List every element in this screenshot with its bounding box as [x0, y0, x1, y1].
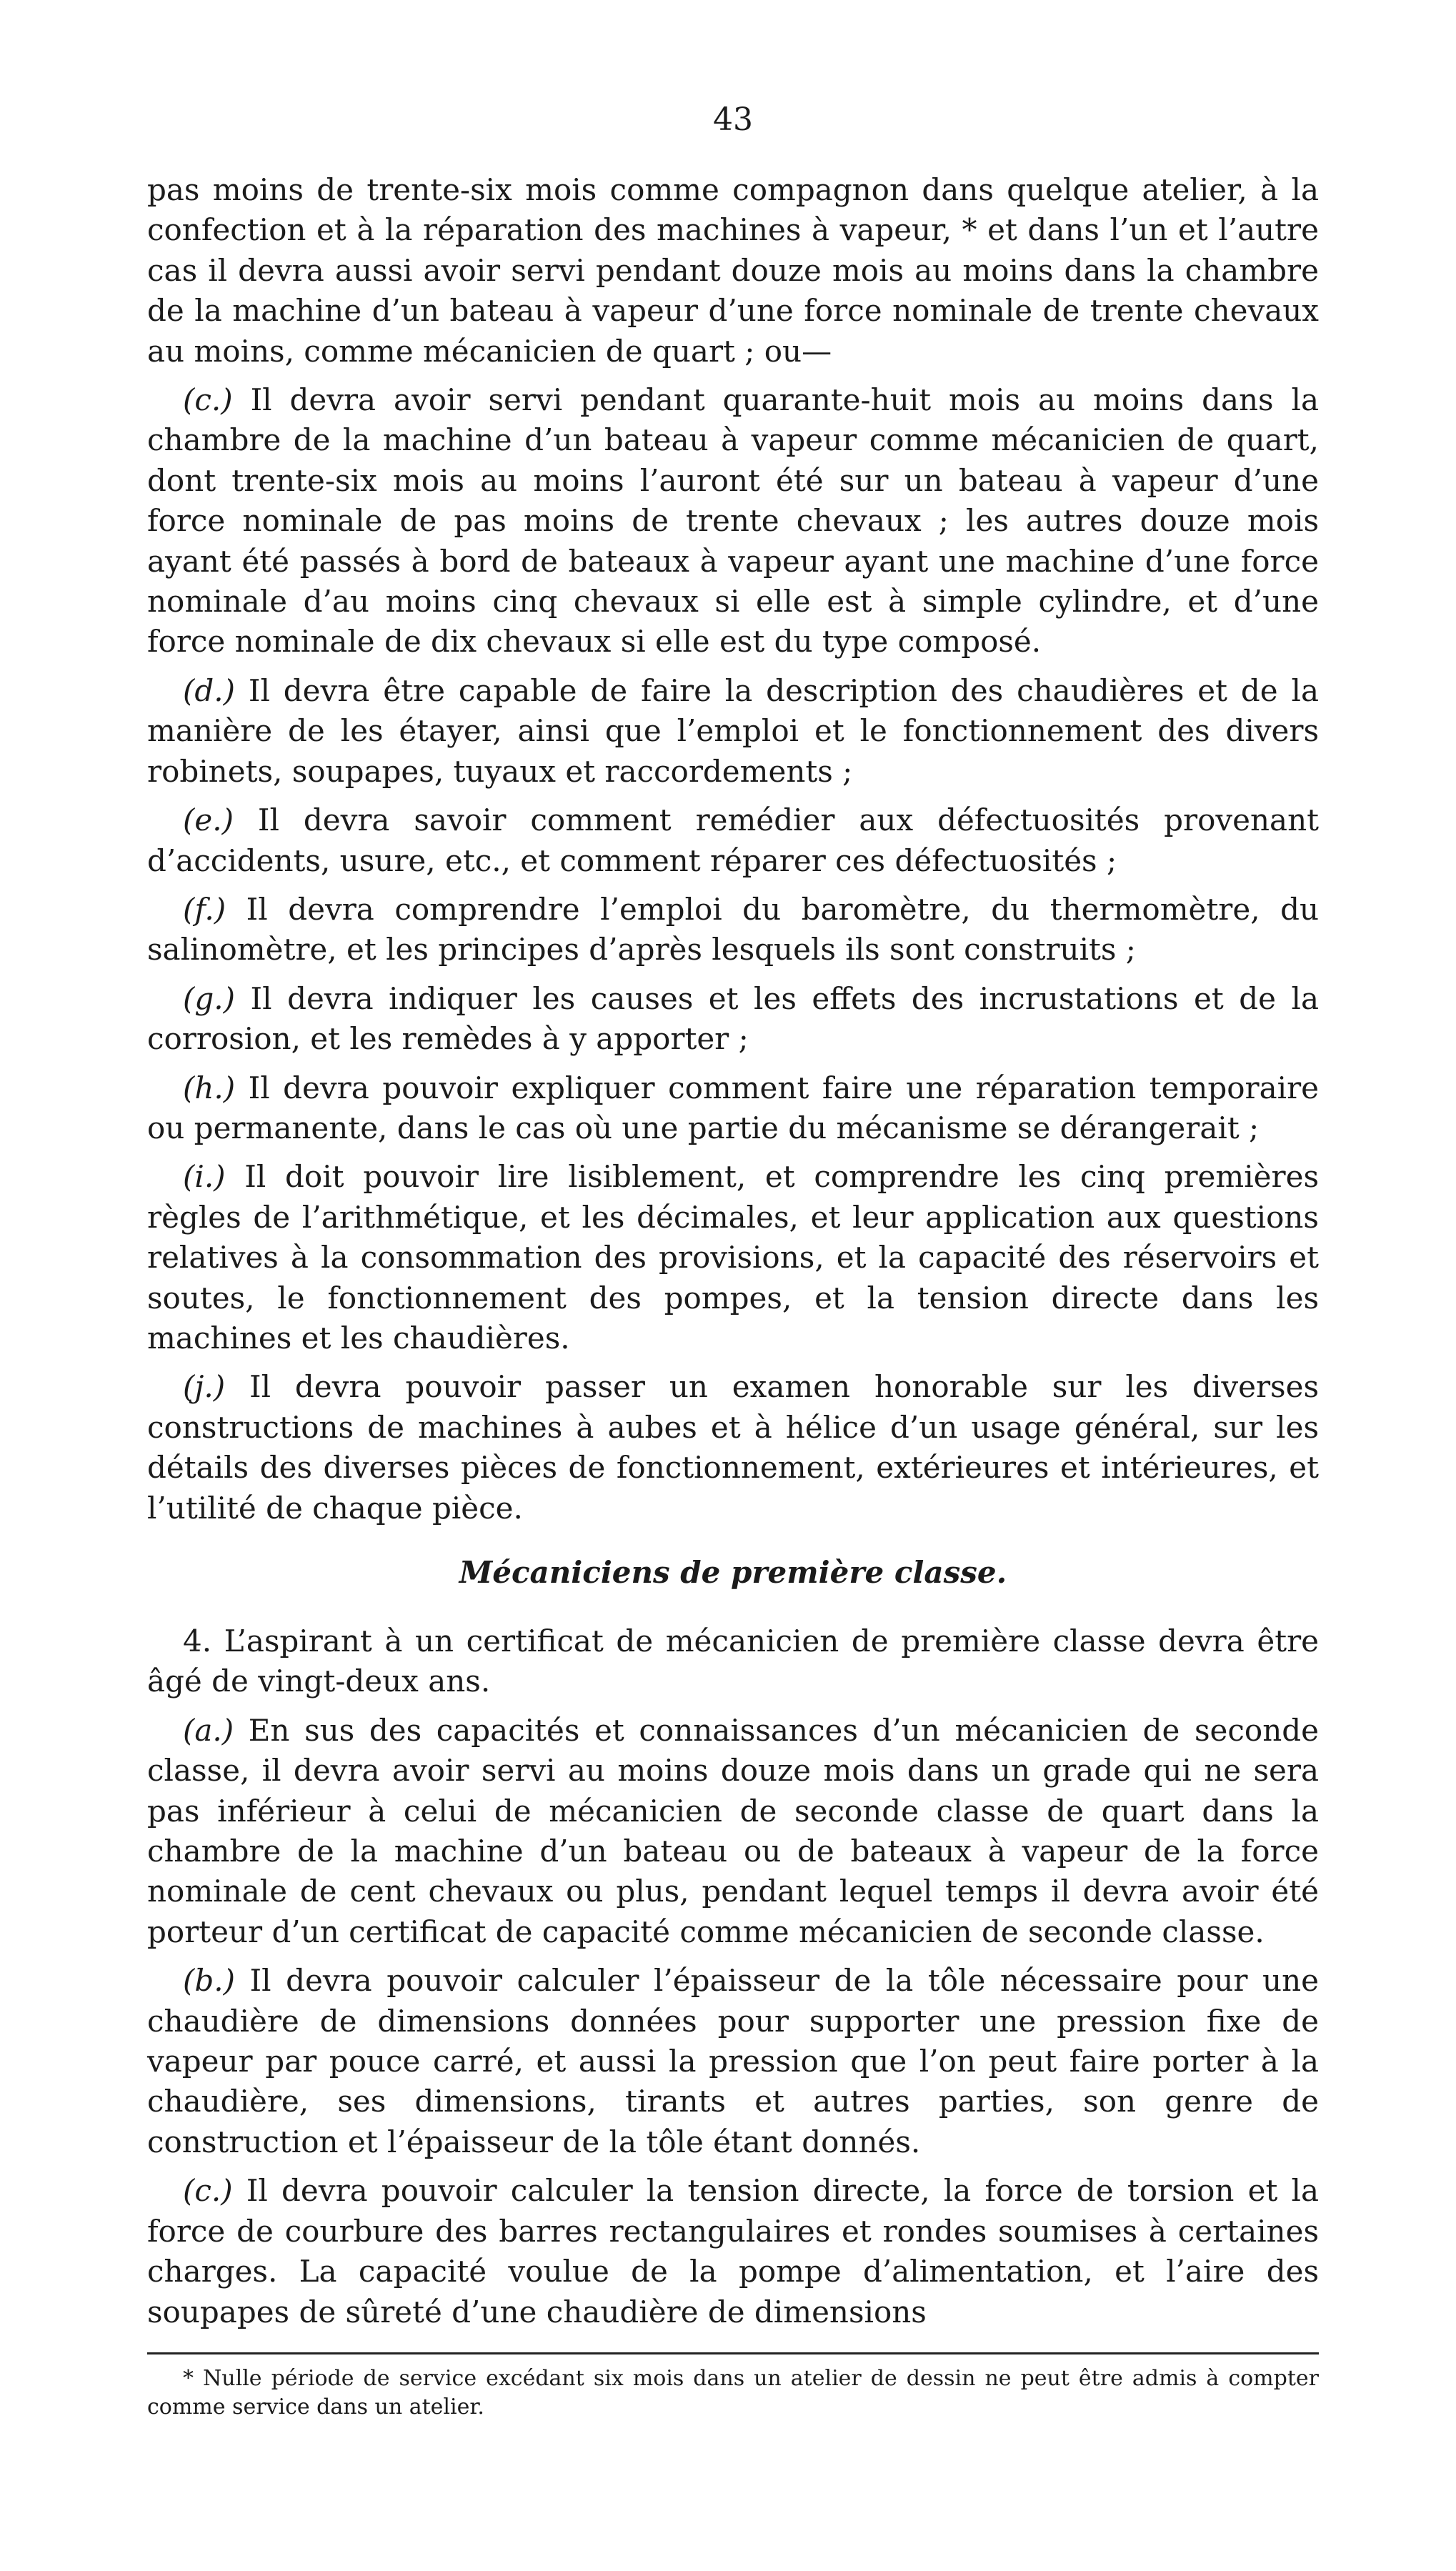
paragraph-i	[147, 1157, 1319, 1358]
paragraph-g	[147, 979, 1319, 1060]
paragraph-marker: (a.)	[183, 1712, 234, 1748]
paragraph-a	[147, 1711, 1319, 1952]
paragraph-h	[147, 1068, 1319, 1149]
paragraph-text: Il devra pouvoir calculer l’épaisseur de la tôle nécessaire pour une chaudière de dimensions données pour supporter une pression fixe de vapeur par pouce carré, et aussi la pression que l’on peut faire porter à la chaudière, ses dimensions, tirants et autres parties, son genre de construction et l’épaisseur de la tôle étant donnés.	[147, 1963, 1319, 2159]
paragraph-d	[147, 671, 1319, 792]
footnote-divider	[147, 2352, 1319, 2354]
paragraph-text: Il devra pouvoir calculer la tension directe, la force de torsion et la force de courbure des barres rectangulaires et rondes soumises à certaines charges. La capacité voulue de la pompe d’alimentation, et l’aire des soupapes de sûreté d’une chaudière de dimensions	[147, 2173, 1319, 2329]
paragraph-marker: (c.)	[183, 2173, 233, 2209]
paragraph-marker: (j.)	[183, 1369, 226, 1405]
paragraph-text: Il devra savoir comment remédier aux défectuosités provenant d’accidents, usure, etc., et comment réparer ces défectuosités ;	[147, 802, 1319, 878]
paragraph-text: Il devra indiquer les causes et les effets des incrustations et de la corrosion, et les remèdes à y apporter ;	[147, 980, 1319, 1057]
document-page	[147, 100, 1319, 2422]
section-heading: Mécaniciens de première classe.	[459, 1555, 1007, 1590]
paragraph-c-second	[147, 2171, 1319, 2332]
paragraph-marker: (c.)	[183, 382, 233, 418]
paragraph-f	[147, 890, 1319, 970]
paragraph-continuation	[147, 170, 1319, 372]
paragraph-text: Il devra être capable de faire la description des chaudières et de la manière de les étayer, ainsi que l’emploi et le fonctionnement des divers robinets, soupapes, tuyaux et raccordements ;	[147, 672, 1319, 789]
paragraph-text: Il devra avoir servi pendant quarante-huit mois au moins dans la chambre de la machine d’un bateau à vapeur comme mécanicien de quart, dont trente-six mois au moins l’auront été sur un bateau à vapeur d’une force nominale de pas moins de trente chevaux ; les autres douze mois ayant été passés à bord de bateaux à vapeur ayant une machine d’une force nominale d’au moins cinq chevaux si elle est à simple cylindre, et d’une force nominale de dix chevaux si elle est du type composé.	[147, 382, 1319, 660]
paragraph-c	[147, 380, 1319, 662]
paragraph-text: En sus des capacités et connaissances d’un mécanicien de seconde classe, il devra avoir servi au moins douze mois dans un grade qui ne sera pas inférieur à celui de mécanicien de seconde classe de quart dans la chambre de la machine d’un bateau ou de bateaux à vapeur de la force nominale de cent chevaux ou plus, pendant lequel temps il devra avoir été porteur d’un certificat de capacité comme mécanicien de seconde classe.	[147, 1712, 1319, 1949]
paragraph-4	[147, 1621, 1319, 1702]
paragraph-e	[147, 800, 1319, 881]
body-text-bottom	[147, 1621, 1319, 2332]
paragraph-marker: (i.)	[183, 1159, 226, 1195]
paragraph-text: Il devra pouvoir expliquer comment faire une réparation temporaire ou permanente, dans le cas où une partie du mécanisme se dérangerait ;	[147, 1070, 1319, 1145]
body-text-top	[147, 170, 1319, 1528]
paragraph-j	[147, 1367, 1319, 1528]
paragraph-marker: (b.)	[183, 1963, 236, 1999]
paragraph-marker: (f.)	[183, 891, 226, 927]
paragraph-marker: (e.)	[183, 802, 234, 838]
paragraph-marker: (g.)	[183, 980, 236, 1016]
paragraph-text: 4. L’aspirant à un certificat de mécanicien de première classe devra être âgé de vingt-deux ans.	[147, 1623, 1319, 1699]
paragraph-text: Il doit pouvoir lire lisiblement, et comprendre les cinq premières règles de l’arithmétique, et les décimales, et leur application aux questions relatives à la consommation des provisions, et la capacité des réservoirs et soutes, le fonctionnement des pompes, et la tension directe dans les machines et les chaudières.	[147, 1159, 1319, 1356]
paragraph-text: Il devra pouvoir passer un examen honorable sur les diverses constructions de machines à aubes et à hélice d’un usage général, sur les détails des diverses pièces de fonctionnement, extérieures et intérieures, et l’utilité de chaque pièce.	[147, 1369, 1319, 1526]
page-number: 43	[713, 101, 753, 138]
paragraph-text: pas moins de trente-six mois comme compagnon dans quelque atelier, à la confection et à la réparation des machines à vapeur, * et dans l’un et l’autre cas il devra aussi avoir servi pendant douze mois au moins dans la chambre de la machine d’un bateau à vapeur d’une force nominale de trente chevaux au moins, comme mécanicien de quart ; ou—	[147, 172, 1319, 369]
paragraph-marker: (h.)	[183, 1070, 236, 1105]
paragraph-b	[147, 1961, 1319, 2162]
footnote: * Nulle période de service excédant six mois dans un atelier de dessin ne peut être admis à compter comme service dans un atelier.	[147, 2365, 1319, 2420]
paragraph-marker: (d.)	[183, 672, 236, 708]
paragraph-text: Il devra comprendre l’emploi du baromètre, du thermomètre, du salinomètre, et les principes d’après lesquels ils sont construits ;	[147, 891, 1319, 968]
